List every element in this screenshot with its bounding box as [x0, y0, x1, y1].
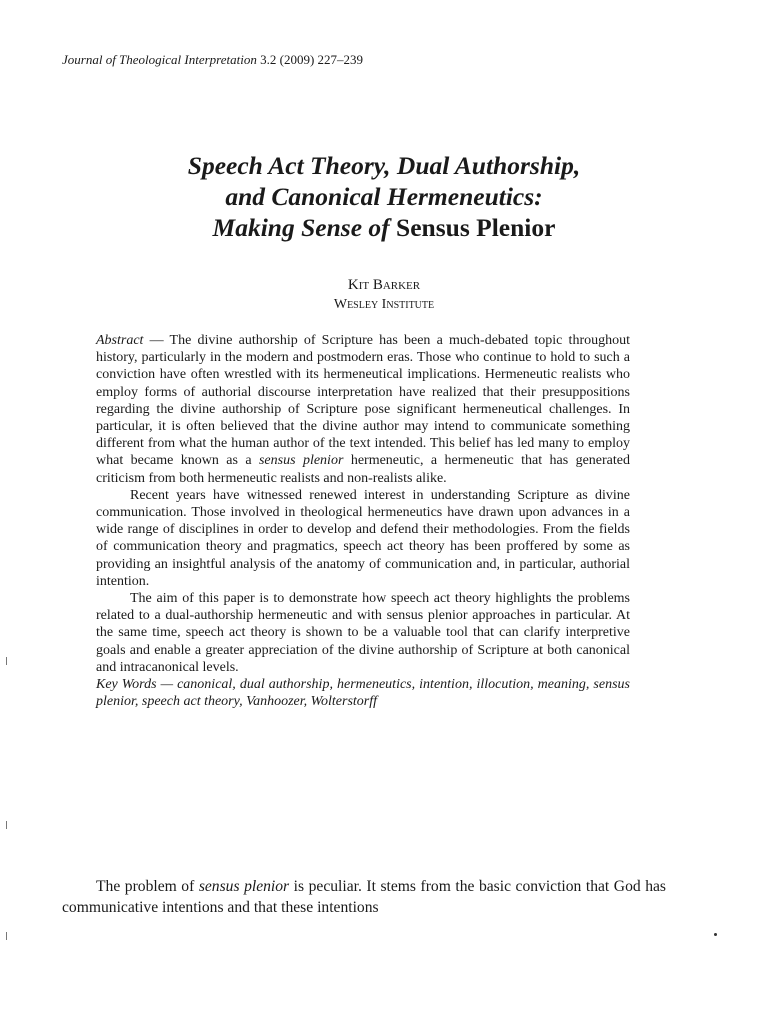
title-line-3	[0, 212, 768, 243]
title-line-3-italic: Making Sense of	[212, 213, 397, 242]
abstract-p1-text-b: hermeneutic, a hermeneutic that has generated criticism from both hermeneutic realists and non-realists alike.	[96, 453, 631, 486]
abstract-p1-text-a: — The divine authorship of Scripture has been a much-debated topic throughout history, particularly in the modern and postmodern eras. Those who continue to hold to such a conviction have often wrestled with its hermeneutical implications. Hermeneutic realists who employ forms of authorial discourse interpretation have realized that their presuppositions regarding the divine authorship of Scripture pose significant hermeneutical challenges. In particular, it is often believed that the divine author may intend to communicate something different from what the human author of the text intended. This belief has led many to employ what became known as a	[96, 333, 630, 469]
body-text	[62, 876, 666, 918]
keywords: Key Words — canonical, dual authorship, hermeneutics, intention, illocution, meaning, sensus plenior, speech act theory, Vanhoozer, Wolterstorff	[96, 677, 630, 710]
scan-margin-mark	[6, 932, 7, 940]
scan-margin-mark	[6, 821, 7, 829]
author-institution: Wesley Institute	[333, 297, 435, 312]
journal-citation	[62, 51, 363, 69]
title-line-1: Speech Act Theory, Dual Authorship,	[187, 151, 581, 180]
abstract-paragraph-3: The aim of this paper is to demonstrate how speech act theory highlights the problems related to a dual-authorship hermeneutic and with sensus plenior approaches in particular. At the same time, speech act theory is shown to be a valuable tool that can clarify interpretive goals and enable a greater appreciation of the divine authorship of Scripture at both canonical and intracanonical levels.	[96, 591, 630, 675]
author-name: Kit Barker	[347, 277, 421, 293]
body-p1-text-a: The problem of	[96, 878, 199, 895]
title-line-2: and Canonical Hermeneutics:	[225, 182, 543, 211]
abstract-paragraph-1	[96, 332, 630, 487]
scan-dot-mark	[714, 933, 717, 936]
journal-name: Journal of Theological Interpretation	[62, 52, 257, 67]
body-p1-text-b: is peculiar. It stems from the basic conviction that God has communicative intentions and that these intentions	[62, 878, 666, 916]
journal-volume-pages: 3.2 (2009) 227–239	[256, 52, 364, 67]
abstract-p1-term: sensus plenior	[258, 453, 344, 469]
scan-margin-mark	[6, 657, 7, 665]
author-block	[0, 276, 768, 314]
article-title	[0, 150, 768, 243]
abstract	[96, 332, 630, 710]
title-line-3-term: Sensus Plenior	[396, 213, 556, 242]
body-p1-term: sensus plenior	[198, 878, 290, 895]
abstract-label: Abstract	[96, 333, 144, 348]
abstract-paragraph-2: Recent years have witnessed renewed interest in understanding Scripture as divine communication. Those involved in theological hermeneutics have drawn upon advances in a wide range of disciplines in order to develop and defend their methodologies. From the fields of communication theory and pragmatics, speech act theory has been proffered by some as providing an insightful analysis of the anatomy of communication and, in particular, authorial intention.	[96, 487, 630, 589]
body-paragraph-1	[62, 876, 666, 918]
